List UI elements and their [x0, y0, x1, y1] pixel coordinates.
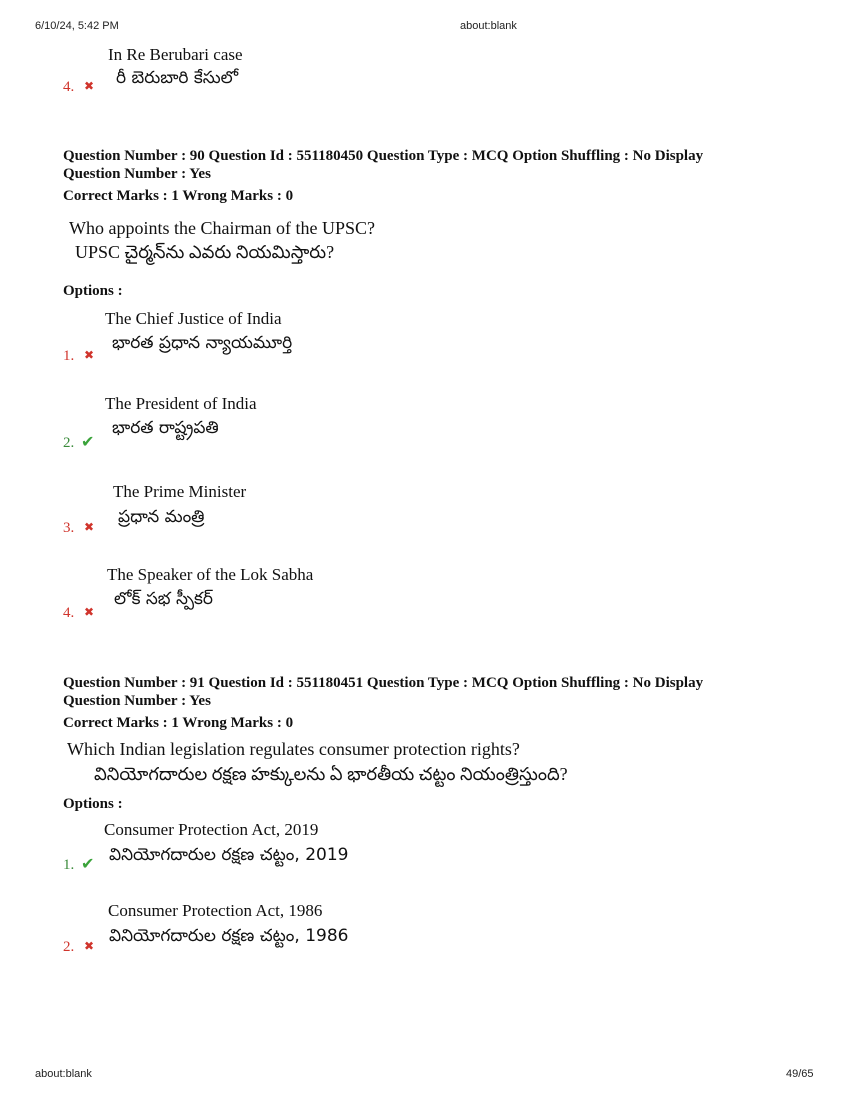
question-text-te: UPSC చైర్మన్‌ను ఎవరు నియమిస్తారు? — [75, 242, 335, 262]
question-marks: Correct Marks : 1 Wrong Marks : 0 — [63, 715, 294, 731]
question-meta: Question Number : 90 Question Id : 551180450 Question Type : MCQ Option Shuffling : No Display — [63, 148, 704, 164]
question-meta-2: Question Number : Yes — [63, 166, 211, 182]
options-label: Options : — [63, 796, 123, 812]
option-text-en: The Prime Minister — [113, 482, 247, 501]
option-text-te: భారత రాష్ట్రపతి — [112, 418, 219, 438]
wrong-mark-icon: ✖ — [84, 520, 95, 534]
option-text-te: వినియోగదారుల రక్షణ చట్టం, 2019 — [109, 845, 349, 865]
option-text-te: ప్రధాన మంత్రి — [118, 507, 205, 527]
footer-url: about:blank — [35, 1068, 92, 1080]
option-text-te: వినియోగదారుల రక్షణ చట్టం, 1986 — [109, 926, 349, 946]
option-text-en: The Chief Justice of India — [105, 309, 282, 328]
option-number: 2. — [63, 435, 75, 451]
question-meta-2: Question Number : Yes — [63, 693, 211, 709]
question-text-en: Which Indian legislation regulates consumer protection rights? — [67, 739, 520, 759]
print-page-title: about:blank — [460, 20, 517, 32]
question-text-te: వినియోగదారుల రక్షణ హక్కులను ఏ భారతీయ చట్టం నియంత్రిస్తుంది? — [94, 764, 568, 784]
options-label: Options : — [63, 283, 123, 299]
option-number: 1. — [63, 857, 75, 873]
option-text-en: The President of India — [105, 394, 257, 413]
option-text-te: రీ బెరుబారి కేసులో — [116, 68, 239, 88]
option-text-en: Consumer Protection Act, 2019 — [104, 820, 319, 839]
option-text-te: భారత ప్రధాన న్యాయమూర్తి — [112, 333, 293, 353]
option-text-en: In Re Berubari case — [108, 45, 243, 64]
question-meta: Question Number : 91 Question Id : 551180451 Question Type : MCQ Option Shuffling : No Display — [63, 675, 704, 691]
option-number: 4. — [63, 79, 75, 95]
option-text-te: లోక్ సభ స్పీకర్ — [114, 589, 213, 609]
wrong-mark-icon: ✖ — [84, 939, 95, 953]
print-datetime: 6/10/24, 5:42 PM — [35, 20, 119, 32]
option-number: 1. — [63, 348, 75, 364]
correct-check-icon: ✔ — [81, 854, 95, 873]
wrong-mark-icon: ✖ — [84, 348, 95, 362]
option-number: 4. — [63, 605, 75, 621]
wrong-mark-icon: ✖ — [84, 79, 95, 93]
option-number: 3. — [63, 520, 75, 536]
option-text-en: The Speaker of the Lok Sabha — [107, 565, 314, 584]
wrong-mark-icon: ✖ — [84, 605, 95, 619]
correct-check-icon: ✔ — [81, 432, 95, 451]
question-marks: Correct Marks : 1 Wrong Marks : 0 — [63, 188, 294, 204]
page-number: 49/65 — [786, 1068, 814, 1080]
question-text-en: Who appoints the Chairman of the UPSC? — [69, 218, 375, 238]
option-text-en: Consumer Protection Act, 1986 — [108, 901, 323, 920]
option-number: 2. — [63, 939, 75, 955]
